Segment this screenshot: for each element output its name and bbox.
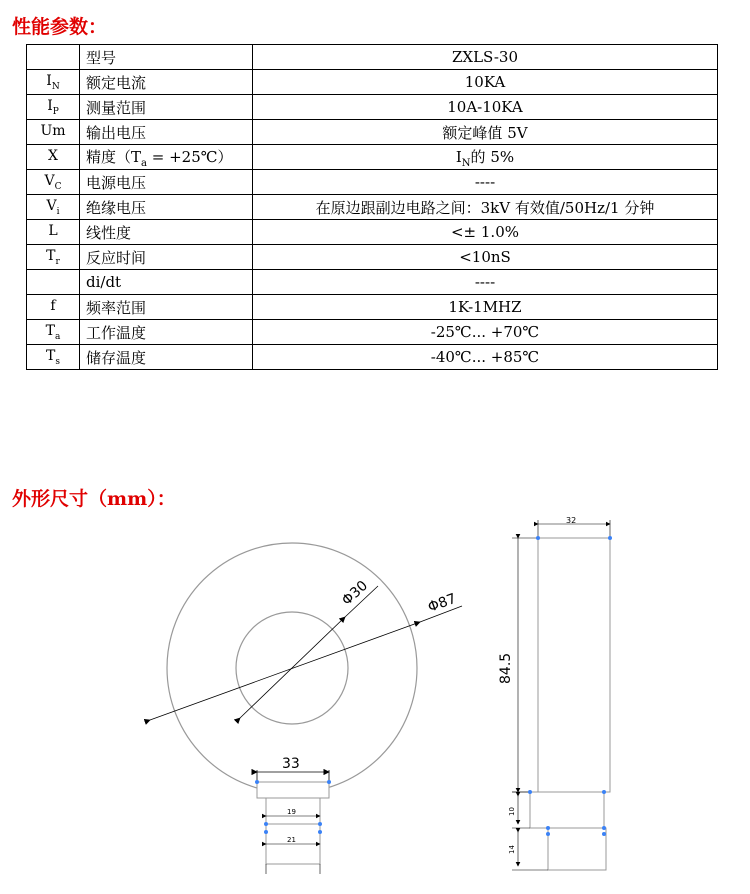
dimensions-heading: 外形尺寸（mm）： — [12, 488, 176, 510]
symbol-cell — [27, 345, 80, 370]
param-name — [80, 70, 253, 95]
param-value-text: 1K-1MHZ — [448, 298, 522, 316]
param-name-text: 输出电压 — [86, 123, 147, 142]
symbol-main: T — [46, 347, 56, 364]
param-name-text: 额定电流 — [86, 73, 147, 92]
symbol-cell — [27, 95, 80, 120]
symbol-sub: s — [55, 356, 60, 367]
symbol-main: Um — [40, 122, 66, 139]
param-value-text: -40℃... +85℃ — [430, 348, 540, 366]
symbol-main: I — [47, 97, 53, 114]
side-base — [530, 792, 604, 828]
symbol-main: I — [46, 72, 52, 89]
symbol-main: L — [48, 222, 58, 239]
param-name — [80, 120, 253, 145]
param-name — [80, 195, 253, 220]
param-name — [80, 295, 253, 320]
table-row — [27, 295, 718, 320]
symbol-sub: N — [51, 81, 60, 92]
param-value — [253, 145, 718, 170]
symbol-main: T — [45, 322, 55, 339]
symbol-cell — [27, 170, 80, 195]
param-value-sub: N — [461, 157, 471, 169]
table-row — [27, 170, 718, 195]
param-value — [253, 195, 718, 220]
symbol-cell — [27, 195, 80, 220]
param-value-text: 10A-10KA — [447, 98, 523, 116]
param-name — [80, 170, 253, 195]
table-row — [27, 95, 718, 120]
symbol-cell — [27, 45, 80, 70]
param-value-text: 10KA — [464, 73, 506, 91]
symbol-cell — [27, 270, 80, 295]
outer-dia-line — [150, 622, 420, 720]
table-row — [27, 220, 718, 245]
param-value — [253, 170, 718, 195]
param-value — [253, 320, 718, 345]
outer-dia-label: Φ87 — [425, 590, 459, 616]
param-value — [253, 345, 718, 370]
table-row — [27, 270, 718, 295]
symbol-cell — [27, 70, 80, 95]
symbol-sub: P — [52, 106, 59, 117]
param-name — [80, 320, 253, 345]
side-body — [538, 538, 610, 792]
param-value-text: ---- — [474, 173, 496, 191]
symbol-main: V — [44, 172, 55, 189]
param-name-text: 线性度 — [86, 223, 132, 242]
param-value-text: 额定峰值 5V — [442, 123, 528, 142]
param-name-tail: = +25℃） — [146, 147, 233, 166]
param-name-sub: a — [141, 157, 147, 169]
symbol-cell — [27, 295, 80, 320]
table-row — [27, 70, 718, 95]
symbol-cell — [27, 120, 80, 145]
param-name-text: 频率范围 — [86, 298, 147, 317]
table-row — [27, 245, 718, 270]
symbol-sub: i — [56, 206, 60, 217]
table-row — [27, 145, 718, 170]
symbol-cell — [27, 145, 80, 170]
param-value — [253, 120, 718, 145]
param-value — [253, 220, 718, 245]
param-value — [253, 245, 718, 270]
side-view — [498, 516, 612, 870]
param-value: ZXLS-30 — [253, 45, 718, 70]
symbol-main: V — [46, 197, 57, 214]
param-value-tail: 的 5% — [470, 147, 515, 166]
neck-width-label: 19 — [287, 808, 296, 816]
side-height-label: 84.5 — [498, 652, 514, 684]
param-value — [253, 95, 718, 120]
symbol-cell — [27, 245, 80, 270]
symbol-main: X — [48, 147, 58, 164]
table-row — [27, 120, 718, 145]
param-value — [253, 70, 718, 95]
foot-height-label: 14 — [508, 845, 516, 854]
table-row — [27, 195, 718, 220]
base-height-label: 10 — [508, 807, 516, 816]
param-name — [80, 245, 253, 270]
param-name: 型号 — [80, 45, 253, 70]
param-name — [80, 145, 253, 170]
param-value-text: 在原边跟副边电路之间：3kV 有效值/50Hz/1 分钟 — [315, 198, 655, 217]
specs-heading: 性能参数： — [12, 16, 108, 38]
param-value-text: <10nS — [459, 248, 511, 266]
param-name-text: 精度（T — [86, 147, 142, 166]
param-name — [80, 95, 253, 120]
inner-dia-label: Φ30 — [338, 577, 372, 609]
foot-width-label: 21 — [287, 836, 296, 844]
param-value-text: <± 1.0% — [450, 223, 519, 241]
param-value-text: I — [455, 147, 462, 166]
param-value — [253, 295, 718, 320]
symbol-sub: a — [54, 331, 61, 342]
param-name — [80, 220, 253, 245]
spec-table — [26, 44, 718, 370]
param-name — [80, 345, 253, 370]
symbol-cell — [27, 320, 80, 345]
table-row — [27, 320, 718, 345]
table-row — [27, 345, 718, 370]
table-row-header — [27, 45, 718, 70]
param-name-text: 电源电压 — [86, 173, 147, 192]
param-name-text: 绝缘电压 — [86, 198, 147, 217]
side-foot — [548, 828, 606, 870]
front-base — [257, 782, 329, 798]
symbol-main: T — [46, 247, 56, 264]
param-name-text: 反应时间 — [86, 248, 147, 267]
front-view — [150, 543, 462, 874]
dimension-drawing — [0, 514, 750, 894]
param-value — [253, 270, 718, 295]
symbol-main: f — [50, 297, 56, 314]
symbol-sub: r — [55, 256, 60, 267]
param-value-text: -25℃... +70℃ — [430, 323, 540, 341]
param-name-text: 测量范围 — [86, 98, 147, 117]
param-name-text: di/dt — [86, 273, 122, 291]
symbol-sub: C — [54, 181, 62, 192]
inner-dia-line — [240, 617, 345, 718]
symbol-cell — [27, 220, 80, 245]
param-name — [80, 270, 253, 295]
side-width-label: 32 — [566, 516, 577, 525]
param-value-text: ---- — [474, 273, 496, 291]
param-name-text: 工作温度 — [86, 323, 147, 342]
base-width-label: 33 — [282, 756, 300, 772]
param-name-text: 储存温度 — [86, 348, 147, 367]
